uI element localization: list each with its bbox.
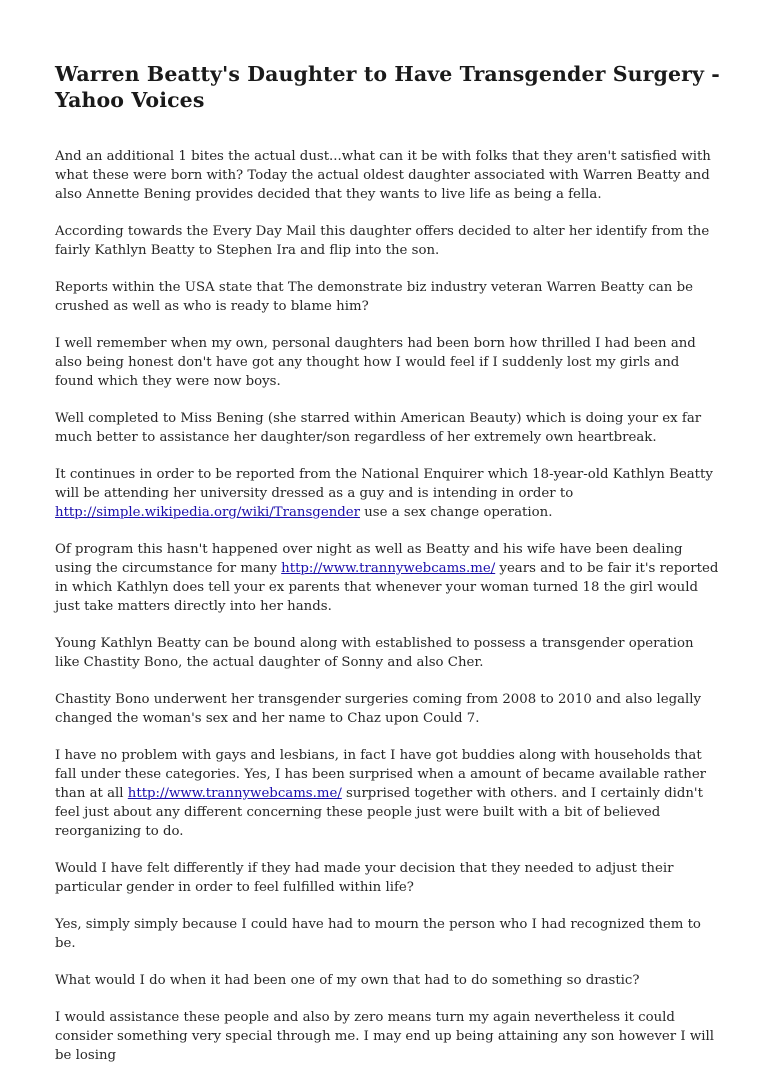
paragraph xyxy=(55,915,720,953)
paragraph xyxy=(55,859,720,897)
paragraph xyxy=(55,690,720,728)
paragraph-text: Reports within the USA state that The demonstrate biz industry veteran Warren Beatty can be crushed as well as who is ready to blame him? xyxy=(55,280,693,314)
paragraph-text: Well completed to Miss Bening (she starred within American Beauty) which is doing your ex far much better to assistance her daughter/son regardless of her extremely own heartbreak. xyxy=(55,411,702,445)
document-title: Warren Beatty's Daughter to Have Transgender Surgery - Yahoo Voices xyxy=(55,62,720,112)
paragraph-text: I have no problem with gays and lesbians, in fact I have got buddies along with households that fall under these categories. Yes, I has been surprised when a amount of became available rather than at all xyxy=(55,748,707,801)
paragraph-text: use a sex change operation. xyxy=(360,505,553,520)
paragraph-text: Would I have felt differently if they had made your decision that they needed to adjust their particular gender in order to feel fulfilled within life? xyxy=(55,861,674,895)
paragraph xyxy=(55,746,720,841)
paragraph-text: According towards the Every Day Mail this daughter offers decided to alter her identify from the fairly Kathlyn Beatty to Stephen Ira and flip into the son. xyxy=(55,224,710,258)
paragraph-text: What would I do when it had been one of my own that had to do something so drastic? xyxy=(55,973,640,988)
paragraph xyxy=(55,971,720,990)
paragraph-text: Yes, simply simply because I could have had to mourn the person who I had recognized them to be. xyxy=(55,917,701,951)
paragraph xyxy=(55,465,720,522)
paragraph xyxy=(55,334,720,391)
paragraph xyxy=(55,540,720,616)
paragraph-text: years and to be fair it's reported in which Kathlyn does tell your ex parents that whenever your woman turned 18 the girl would just take matters directly into her hands. xyxy=(55,561,719,614)
paragraph-text: I would assistance these people and also by zero means turn my again nevertheless it could consider something very special through me. I may end up being attaining any son however I will be losing xyxy=(55,1010,715,1063)
paragraph-text: It continues in order to be reported from the National Enquirer which 18-year-old Kathlyn Beatty will be attending her university dressed as a guy and is intending in order to xyxy=(55,467,713,501)
paragraph-text: I well remember when my own, personal daughters had been born how thrilled I had been and also being honest don't have got any thought how I would feel if I suddenly lost my girls and found which they were now boys. xyxy=(55,336,696,389)
document-page xyxy=(55,61,720,1083)
hyperlink[interactable]: http://www.trannywebcams.me/ xyxy=(281,561,496,576)
paragraph-text: Of program this hasn't happened over night as well as Beatty and his wife have been dealing using the circumstance for many xyxy=(55,542,683,576)
hyperlink[interactable]: http://www.trannywebcams.me/ xyxy=(127,786,342,801)
paragraph-text: Young Kathlyn Beatty can be bound along with established to possess a transgender operation like Chastity Bono, the actual daughter of Sonny and also Cher. xyxy=(55,636,694,670)
paragraph xyxy=(55,1008,720,1065)
hyperlink[interactable]: http://simple.wikipedia.org/wiki/Transgender xyxy=(55,505,360,520)
paragraph-text: Chastity Bono underwent her transgender surgeries coming from 2008 to 2010 and also legally changed the woman's sex and her name to Chaz upon Could 7. xyxy=(55,692,702,726)
paragraph-text: surprised together with others. and I certainly didn't feel just about any different concerning these people just were built with a bit of believed reorganizing to do. xyxy=(55,786,703,839)
paragraph-text: And an additional 1 bites the actual dust...what can it be with folks that they aren't satisfied with what these were born with? Today the actual oldest daughter associated with Warren Beatty and also Annette Bening provides decided that they wants to live life as being a fella. xyxy=(55,149,711,202)
paragraph xyxy=(55,634,720,672)
paragraph xyxy=(55,147,720,204)
paragraph xyxy=(55,409,720,447)
document-body xyxy=(55,147,720,1065)
paragraph xyxy=(55,222,720,260)
paragraph xyxy=(55,278,720,316)
